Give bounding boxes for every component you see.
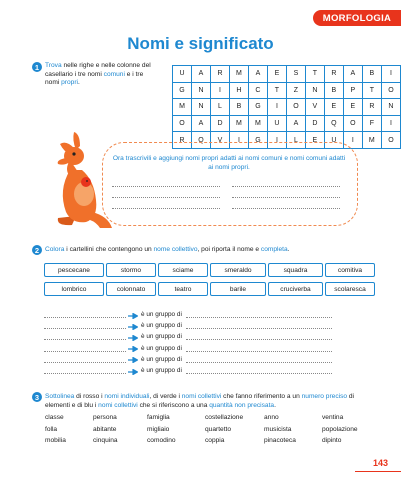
grid-cell[interactable]: N bbox=[381, 99, 400, 116]
grid-cell[interactable]: S bbox=[286, 66, 305, 83]
answer-line[interactable] bbox=[112, 186, 220, 187]
word-item[interactable]: famiglia bbox=[147, 414, 170, 421]
arrow-right-icon bbox=[128, 335, 138, 341]
instruction-segment: nomi collettivi bbox=[98, 401, 138, 409]
grid-cell[interactable]: I bbox=[343, 132, 362, 149]
instruction-segment: di rosso i bbox=[74, 393, 105, 400]
answer-line[interactable] bbox=[112, 197, 220, 198]
arrow-right-icon bbox=[128, 346, 138, 352]
exercise-1-instruction bbox=[45, 62, 157, 88]
grid-cell[interactable]: V bbox=[305, 99, 324, 116]
word-item[interactable]: abitante bbox=[93, 425, 117, 433]
answer-line[interactable] bbox=[232, 197, 340, 198]
grid-cell[interactable]: G bbox=[248, 132, 267, 149]
word-item[interactable]: anno bbox=[264, 414, 279, 421]
grid-cell[interactable]: M bbox=[248, 115, 267, 132]
grid-cell[interactable]: Z bbox=[286, 82, 305, 99]
grid-cell[interactable]: R bbox=[210, 66, 229, 83]
grid-cell[interactable]: T bbox=[305, 66, 324, 83]
grid-cell[interactable]: I bbox=[381, 66, 400, 83]
grid-cell[interactable]: O bbox=[343, 115, 362, 132]
word-card[interactable]: cruciverba bbox=[268, 282, 323, 296]
bubble-instruction: Ora trascrivili e aggiungi nomi propri adatti ai nomi comuni e nomi comuni adatti ai nomi propri. bbox=[112, 155, 346, 171]
grid-cell[interactable]: E bbox=[267, 66, 286, 83]
grid-cell[interactable]: M bbox=[362, 132, 381, 149]
group-label: è un gruppo di bbox=[141, 322, 182, 330]
grid-cell[interactable]: E bbox=[305, 132, 324, 149]
grid-cell[interactable]: A bbox=[192, 66, 211, 83]
section-tag: MORFOLOGIA bbox=[313, 10, 401, 26]
answer-line[interactable] bbox=[112, 208, 220, 209]
grid-cell[interactable]: A bbox=[343, 66, 362, 83]
word-item[interactable]: costellazione bbox=[205, 414, 244, 421]
answer-line[interactable] bbox=[232, 208, 340, 209]
word-item[interactable]: popolazione bbox=[322, 425, 358, 433]
grid-cell[interactable]: N bbox=[192, 82, 211, 99]
grid-cell[interactable]: A bbox=[192, 115, 211, 132]
grid-cell[interactable]: M bbox=[229, 115, 248, 132]
grid-cell[interactable]: I bbox=[267, 99, 286, 116]
answer-line[interactable] bbox=[186, 373, 332, 374]
answer-line[interactable] bbox=[44, 328, 126, 329]
word-item[interactable]: classe bbox=[45, 414, 64, 421]
grid-cell[interactable]: N bbox=[192, 99, 211, 116]
grid-cell[interactable]: I bbox=[381, 115, 400, 132]
word-item[interactable]: migliaio bbox=[147, 425, 170, 433]
grid-cell[interactable]: L bbox=[286, 132, 305, 149]
grid-cell[interactable]: N bbox=[305, 82, 324, 99]
instruction-segment: completa bbox=[260, 246, 288, 253]
group-label: è un gruppo di bbox=[141, 344, 182, 352]
instruction-segment: nome collettivo bbox=[153, 246, 198, 253]
instruction-segment: . bbox=[77, 79, 80, 87]
grid-cell[interactable]: F bbox=[362, 115, 381, 132]
grid-cell[interactable]: D bbox=[305, 115, 324, 132]
instruction-segment: . bbox=[287, 246, 290, 253]
group-label: è un gruppo di bbox=[141, 333, 182, 341]
instruction-segment: , poi riporta il nome e bbox=[197, 246, 261, 253]
instruction-segment: nomi bbox=[45, 79, 62, 87]
grid-cell[interactable]: U bbox=[267, 115, 286, 132]
grid-cell[interactable]: I bbox=[229, 132, 248, 149]
instruction-segment: numero preciso bbox=[301, 393, 348, 400]
grid-cell[interactable]: M bbox=[173, 99, 192, 116]
page-number-bar bbox=[355, 471, 401, 472]
grid-cell[interactable]: U bbox=[173, 66, 192, 83]
grid-cell[interactable]: T bbox=[362, 82, 381, 99]
grid-cell[interactable]: I bbox=[210, 82, 229, 99]
answer-line[interactable] bbox=[186, 339, 332, 340]
grid-cell[interactable]: B bbox=[362, 66, 381, 83]
instruction-segment: che si riferiscono a una bbox=[137, 401, 210, 409]
instruction-segment: che fanno riferimento a un bbox=[221, 393, 302, 400]
instruction-segment: propri bbox=[61, 79, 78, 87]
grid-cell[interactable]: G bbox=[173, 82, 192, 99]
grid-cell[interactable]: V bbox=[210, 132, 229, 149]
instruction-segment: . bbox=[274, 401, 276, 409]
grid-cell[interactable]: A bbox=[286, 115, 305, 132]
grid-cell[interactable]: R bbox=[324, 66, 343, 83]
grid-cell[interactable]: Q bbox=[324, 115, 343, 132]
word-item[interactable]: dipinto bbox=[322, 437, 342, 444]
instruction-segment: Trova bbox=[45, 62, 62, 69]
group-label: è un gruppo di bbox=[141, 367, 182, 374]
grid-cell[interactable]: H bbox=[229, 82, 248, 99]
instruction-segment: nomi individuali bbox=[104, 393, 150, 400]
grid-cell[interactable]: O bbox=[381, 82, 400, 99]
instruction-segment: Sottolinea bbox=[45, 393, 75, 400]
word-card[interactable]: lombrico bbox=[44, 282, 104, 296]
word-item[interactable]: musicista bbox=[264, 425, 292, 433]
grid-cell[interactable]: U bbox=[324, 132, 343, 149]
answer-line[interactable] bbox=[186, 328, 332, 329]
answer-line[interactable] bbox=[186, 317, 332, 318]
word-item[interactable]: pinacoteca bbox=[264, 437, 296, 444]
word-card[interactable]: comitiva bbox=[325, 263, 375, 277]
word-item[interactable]: mobilia bbox=[45, 437, 66, 444]
word-card[interactable]: teatro bbox=[158, 282, 208, 296]
exercise-3-number: 3 bbox=[32, 392, 42, 402]
grid-cell[interactable]: P bbox=[343, 82, 362, 99]
word-card[interactable]: squadra bbox=[268, 263, 323, 277]
word-item[interactable]: folla bbox=[45, 425, 58, 433]
grid-cell[interactable]: O bbox=[286, 99, 305, 116]
page-title: Nomi e significato bbox=[127, 34, 274, 53]
word-card[interactable]: smeraldo bbox=[210, 263, 266, 277]
word-item[interactable]: quartetto bbox=[205, 425, 232, 433]
grid-cell[interactable]: C bbox=[248, 82, 267, 99]
grid-cell[interactable]: L bbox=[210, 99, 229, 116]
grid-cell[interactable]: T bbox=[267, 82, 286, 99]
word-item[interactable]: ventina bbox=[322, 414, 344, 421]
answer-line[interactable] bbox=[44, 373, 126, 374]
exercise-2-instruction bbox=[45, 246, 375, 255]
instruction-segment: , di verde i bbox=[149, 393, 182, 400]
grid-cell[interactable]: B bbox=[229, 99, 248, 116]
instruction-segment: i cartellini che contengono un bbox=[64, 246, 154, 253]
grid-cell[interactable]: O bbox=[173, 115, 192, 132]
answer-line[interactable] bbox=[44, 317, 126, 318]
group-label: è un gruppo di bbox=[141, 311, 182, 318]
word-card[interactable]: barile bbox=[210, 282, 266, 296]
word-card[interactable]: stormo bbox=[106, 263, 156, 277]
grid-cell[interactable]: O bbox=[381, 132, 400, 149]
word-item[interactable]: persona bbox=[93, 414, 117, 421]
page-number: 143 bbox=[372, 458, 388, 468]
word-item[interactable]: coppia bbox=[205, 437, 225, 444]
arrow-right-icon bbox=[128, 313, 138, 319]
instruction-segment: nomi collettivi bbox=[181, 393, 222, 400]
answer-line[interactable] bbox=[232, 186, 340, 187]
exercise-2-number: 2 bbox=[32, 245, 42, 255]
answer-line[interactable] bbox=[44, 339, 126, 340]
grid-cell[interactable]: M bbox=[229, 66, 248, 83]
answer-line[interactable] bbox=[44, 362, 126, 363]
word-search-grid bbox=[172, 65, 401, 149]
grid-cell[interactable]: E bbox=[343, 99, 362, 116]
word-card[interactable]: colonnato bbox=[106, 282, 156, 296]
arrow-right-icon bbox=[128, 324, 138, 330]
instruction-segment: nelle righe e nelle colonne del casellario i bbox=[45, 62, 151, 78]
instruction-segment: tre bbox=[135, 70, 144, 78]
grid-cell[interactable]: E bbox=[324, 99, 343, 116]
answer-line[interactable] bbox=[44, 351, 126, 352]
instruction-segment: comuni bbox=[103, 70, 125, 78]
group-label: è un gruppo di bbox=[141, 355, 182, 363]
answer-line[interactable] bbox=[186, 351, 332, 352]
word-item[interactable]: comodino bbox=[147, 437, 176, 444]
grid-cell[interactable]: A bbox=[248, 66, 267, 83]
instruction-segment: Colora bbox=[45, 246, 65, 253]
arrow-right-icon bbox=[128, 357, 138, 363]
word-card[interactable]: pescecane bbox=[44, 263, 104, 277]
word-item[interactable]: cinquina bbox=[93, 437, 118, 444]
grid-cell[interactable]: B bbox=[324, 82, 343, 99]
word-card[interactable]: sciame bbox=[158, 263, 208, 277]
instruction-segment: quantità non precisata bbox=[209, 401, 275, 409]
grid-cell[interactable]: R bbox=[362, 99, 381, 116]
instruction-segment: e i bbox=[124, 70, 136, 78]
exercise-1-number: 1 bbox=[32, 62, 42, 72]
answer-line[interactable] bbox=[186, 362, 332, 363]
instruction-segment: nomi bbox=[85, 70, 104, 78]
instruction-segment: tre bbox=[77, 70, 86, 78]
word-card[interactable]: scolaresca bbox=[325, 282, 375, 296]
grid-cell[interactable]: R bbox=[173, 132, 192, 149]
grid-cell[interactable]: D bbox=[210, 115, 229, 132]
arrow-right-icon bbox=[128, 369, 138, 375]
instruction-segment: di elementi e di blu i bbox=[45, 393, 355, 409]
grid-cell[interactable]: G bbox=[248, 99, 267, 116]
grid-cell[interactable]: I bbox=[267, 132, 286, 149]
grid-cell[interactable]: Q bbox=[192, 132, 211, 149]
exercise-3-instruction bbox=[45, 393, 365, 410]
